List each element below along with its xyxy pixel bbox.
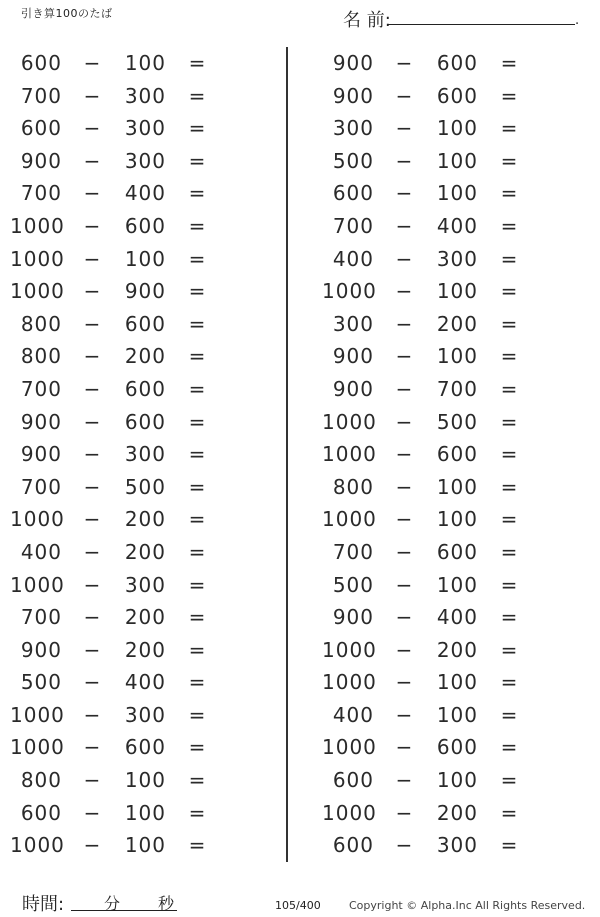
subtrahend: 100 bbox=[124, 800, 166, 825]
problem-row bbox=[0, 666, 280, 699]
equals-sign: = bbox=[500, 702, 518, 727]
problem-row bbox=[0, 373, 280, 406]
minus-sign: − bbox=[83, 539, 101, 564]
subtrahend: 100 bbox=[436, 572, 478, 597]
equals-sign: = bbox=[188, 311, 206, 336]
subtrahend: 700 bbox=[436, 376, 478, 401]
equals-sign: = bbox=[188, 213, 206, 238]
subtrahend: 600 bbox=[124, 409, 166, 434]
minus-sign: − bbox=[395, 539, 413, 564]
problem-row bbox=[312, 275, 592, 308]
equals-sign: = bbox=[188, 605, 206, 630]
subtrahend: 100 bbox=[436, 344, 478, 369]
equals-sign: = bbox=[500, 181, 518, 206]
problem-row bbox=[0, 699, 280, 732]
minuend: 1000 bbox=[322, 442, 377, 467]
minuend: 1000 bbox=[322, 637, 377, 662]
equals-sign: = bbox=[500, 637, 518, 662]
problem-row bbox=[312, 634, 592, 667]
problem-row bbox=[312, 308, 592, 341]
equals-sign: = bbox=[500, 605, 518, 630]
problem-row bbox=[0, 438, 280, 471]
subtrahend: 400 bbox=[436, 213, 478, 238]
subtrahend: 100 bbox=[124, 833, 166, 858]
problem-row bbox=[0, 340, 280, 373]
subtrahend: 100 bbox=[436, 474, 478, 499]
minuend: 1000 bbox=[10, 279, 65, 304]
problem-row bbox=[0, 503, 280, 536]
equals-sign: = bbox=[500, 507, 518, 532]
minuend: 600 bbox=[20, 116, 62, 141]
page-number: 105/400 bbox=[275, 899, 321, 912]
minuend: 500 bbox=[332, 572, 374, 597]
minuend: 500 bbox=[20, 670, 62, 695]
minuend: 1000 bbox=[322, 800, 377, 825]
minus-sign: − bbox=[83, 800, 101, 825]
problem-row bbox=[312, 145, 592, 178]
minuend: 1000 bbox=[10, 213, 65, 238]
equals-sign: = bbox=[188, 344, 206, 369]
problem-row bbox=[0, 536, 280, 569]
minuend: 1000 bbox=[322, 670, 377, 695]
minuend: 600 bbox=[332, 833, 374, 858]
problem-row bbox=[312, 666, 592, 699]
problem-row bbox=[312, 80, 592, 113]
subtrahend: 400 bbox=[124, 181, 166, 206]
minuend: 1000 bbox=[10, 246, 65, 271]
subtrahend: 600 bbox=[124, 376, 166, 401]
minus-sign: − bbox=[395, 311, 413, 336]
problem-row bbox=[312, 569, 592, 602]
subtrahend: 100 bbox=[436, 279, 478, 304]
right-problem-column bbox=[312, 47, 592, 862]
subtrahend: 200 bbox=[124, 539, 166, 564]
minus-sign: − bbox=[83, 605, 101, 630]
equals-sign: = bbox=[188, 442, 206, 467]
minuend: 800 bbox=[20, 768, 62, 793]
minus-sign: − bbox=[395, 474, 413, 499]
subtrahend: 200 bbox=[124, 344, 166, 369]
column-divider bbox=[286, 47, 288, 862]
equals-sign: = bbox=[500, 279, 518, 304]
subtrahend: 600 bbox=[124, 735, 166, 760]
minus-sign: − bbox=[83, 246, 101, 271]
minus-sign: − bbox=[395, 833, 413, 858]
subtrahend: 400 bbox=[436, 605, 478, 630]
equals-sign: = bbox=[500, 833, 518, 858]
minus-sign: − bbox=[83, 409, 101, 434]
equals-sign: = bbox=[188, 409, 206, 434]
equals-sign: = bbox=[188, 148, 206, 173]
equals-sign: = bbox=[500, 311, 518, 336]
equals-sign: = bbox=[500, 409, 518, 434]
minus-sign: − bbox=[395, 507, 413, 532]
time-label: 時間: bbox=[22, 894, 65, 915]
problem-row bbox=[312, 210, 592, 243]
problem-row bbox=[312, 406, 592, 439]
minutes-label: 分 bbox=[104, 894, 121, 913]
minus-sign: − bbox=[395, 572, 413, 597]
problem-row bbox=[0, 210, 280, 243]
minus-sign: − bbox=[395, 376, 413, 401]
minuend: 800 bbox=[332, 474, 374, 499]
minuend: 700 bbox=[332, 213, 374, 238]
problem-row bbox=[0, 797, 280, 830]
minuend: 1000 bbox=[10, 735, 65, 760]
minus-sign: − bbox=[83, 51, 101, 75]
minus-sign: − bbox=[83, 833, 101, 858]
minus-sign: − bbox=[395, 279, 413, 304]
subtrahend: 400 bbox=[124, 670, 166, 695]
minus-sign: − bbox=[83, 702, 101, 727]
minuend: 900 bbox=[332, 51, 374, 75]
equals-sign: = bbox=[188, 702, 206, 727]
subtrahend: 300 bbox=[436, 833, 478, 858]
subtrahend: 100 bbox=[436, 181, 478, 206]
equals-sign: = bbox=[500, 442, 518, 467]
equals-sign: = bbox=[500, 735, 518, 760]
minus-sign: − bbox=[395, 344, 413, 369]
equals-sign: = bbox=[188, 83, 206, 108]
name-end-mark: . bbox=[575, 13, 580, 28]
minus-sign: − bbox=[83, 311, 101, 336]
minus-sign: − bbox=[395, 768, 413, 793]
minuend: 600 bbox=[332, 181, 374, 206]
minus-sign: − bbox=[395, 148, 413, 173]
minus-sign: − bbox=[395, 246, 413, 271]
subtrahend: 600 bbox=[436, 51, 478, 75]
subtrahend: 300 bbox=[124, 116, 166, 141]
problem-row bbox=[312, 797, 592, 830]
problem-row bbox=[0, 601, 280, 634]
name-field-line bbox=[387, 24, 575, 25]
minuend: 900 bbox=[332, 605, 374, 630]
equals-sign: = bbox=[500, 768, 518, 793]
minus-sign: − bbox=[395, 116, 413, 141]
problem-row bbox=[0, 829, 280, 862]
problem-row bbox=[0, 145, 280, 178]
problem-row bbox=[0, 471, 280, 504]
minuend: 800 bbox=[20, 344, 62, 369]
minus-sign: − bbox=[83, 637, 101, 662]
subtrahend: 200 bbox=[124, 507, 166, 532]
subtrahend: 200 bbox=[436, 800, 478, 825]
minuend: 700 bbox=[20, 605, 62, 630]
minus-sign: − bbox=[83, 83, 101, 108]
problem-row bbox=[0, 243, 280, 276]
minuend: 600 bbox=[20, 800, 62, 825]
name-label: 名 前: bbox=[343, 10, 391, 31]
minuend: 500 bbox=[332, 148, 374, 173]
subtrahend: 600 bbox=[436, 83, 478, 108]
minus-sign: − bbox=[83, 116, 101, 141]
minuend: 1000 bbox=[322, 409, 377, 434]
minuend: 1000 bbox=[322, 279, 377, 304]
seconds-label: 秒 bbox=[158, 894, 175, 913]
minus-sign: − bbox=[83, 670, 101, 695]
equals-sign: = bbox=[188, 474, 206, 499]
subtrahend: 100 bbox=[436, 670, 478, 695]
minuend: 900 bbox=[20, 637, 62, 662]
minuend: 1000 bbox=[10, 833, 65, 858]
subtrahend: 100 bbox=[124, 51, 166, 75]
problem-row bbox=[0, 112, 280, 145]
minuend: 300 bbox=[332, 116, 374, 141]
minuend: 600 bbox=[332, 768, 374, 793]
problem-row bbox=[312, 601, 592, 634]
equals-sign: = bbox=[500, 670, 518, 695]
minus-sign: − bbox=[395, 213, 413, 238]
minuend: 1000 bbox=[10, 572, 65, 597]
equals-sign: = bbox=[188, 116, 206, 141]
worksheet-title: 引き算100のたば bbox=[21, 7, 113, 20]
problem-row bbox=[312, 243, 592, 276]
subtrahend: 200 bbox=[124, 637, 166, 662]
minus-sign: − bbox=[83, 768, 101, 793]
equals-sign: = bbox=[188, 670, 206, 695]
problem-row bbox=[0, 275, 280, 308]
subtrahend: 200 bbox=[436, 637, 478, 662]
minuend: 1000 bbox=[10, 507, 65, 532]
equals-sign: = bbox=[188, 800, 206, 825]
minuend: 700 bbox=[20, 83, 62, 108]
minuend: 900 bbox=[332, 376, 374, 401]
minus-sign: − bbox=[83, 474, 101, 499]
subtrahend: 300 bbox=[124, 442, 166, 467]
subtrahend: 300 bbox=[124, 83, 166, 108]
equals-sign: = bbox=[188, 572, 206, 597]
minus-sign: − bbox=[83, 572, 101, 597]
minuend: 400 bbox=[20, 539, 62, 564]
minuend: 900 bbox=[20, 409, 62, 434]
subtrahend: 500 bbox=[436, 409, 478, 434]
minus-sign: − bbox=[395, 442, 413, 467]
equals-sign: = bbox=[500, 800, 518, 825]
problem-row bbox=[312, 764, 592, 797]
problem-row bbox=[312, 829, 592, 862]
equals-sign: = bbox=[500, 83, 518, 108]
minus-sign: − bbox=[395, 800, 413, 825]
problem-row bbox=[312, 536, 592, 569]
minuend: 900 bbox=[332, 344, 374, 369]
problem-row bbox=[0, 634, 280, 667]
subtrahend: 100 bbox=[436, 702, 478, 727]
minuend: 900 bbox=[20, 442, 62, 467]
subtrahend: 300 bbox=[124, 702, 166, 727]
problem-row bbox=[312, 699, 592, 732]
problem-row bbox=[312, 471, 592, 504]
equals-sign: = bbox=[500, 213, 518, 238]
minus-sign: − bbox=[83, 181, 101, 206]
minus-sign: − bbox=[395, 181, 413, 206]
problem-row bbox=[312, 47, 592, 80]
minus-sign: − bbox=[83, 507, 101, 532]
subtrahend: 900 bbox=[124, 279, 166, 304]
minus-sign: − bbox=[83, 344, 101, 369]
subtrahend: 600 bbox=[124, 311, 166, 336]
problem-row bbox=[312, 438, 592, 471]
minus-sign: − bbox=[395, 670, 413, 695]
problem-row bbox=[0, 764, 280, 797]
equals-sign: = bbox=[188, 768, 206, 793]
minus-sign: − bbox=[83, 213, 101, 238]
problem-row bbox=[312, 112, 592, 145]
subtrahend: 500 bbox=[124, 474, 166, 499]
subtrahend: 100 bbox=[436, 507, 478, 532]
minuend: 900 bbox=[332, 83, 374, 108]
copyright-notice: Copyright © Alpha.Inc All Rights Reserved. bbox=[349, 899, 586, 912]
equals-sign: = bbox=[500, 376, 518, 401]
equals-sign: = bbox=[500, 539, 518, 564]
minus-sign: − bbox=[395, 735, 413, 760]
equals-sign: = bbox=[500, 51, 518, 75]
equals-sign: = bbox=[500, 246, 518, 271]
minus-sign: − bbox=[83, 148, 101, 173]
subtrahend: 300 bbox=[436, 246, 478, 271]
minuend: 800 bbox=[20, 311, 62, 336]
minuend: 1000 bbox=[322, 507, 377, 532]
problem-row bbox=[312, 177, 592, 210]
minuend: 700 bbox=[332, 539, 374, 564]
minuend: 300 bbox=[332, 311, 374, 336]
problem-row bbox=[312, 731, 592, 764]
equals-sign: = bbox=[500, 148, 518, 173]
equals-sign: = bbox=[500, 116, 518, 141]
minuend: 400 bbox=[332, 702, 374, 727]
problem-row bbox=[0, 177, 280, 210]
equals-sign: = bbox=[500, 572, 518, 597]
subtrahend: 100 bbox=[124, 246, 166, 271]
minuend: 600 bbox=[20, 51, 62, 75]
equals-sign: = bbox=[188, 246, 206, 271]
minuend: 700 bbox=[20, 376, 62, 401]
subtrahend: 600 bbox=[436, 539, 478, 564]
problem-row bbox=[312, 340, 592, 373]
minuend: 1000 bbox=[322, 735, 377, 760]
minuend: 1000 bbox=[10, 702, 65, 727]
equals-sign: = bbox=[188, 539, 206, 564]
problem-row bbox=[0, 406, 280, 439]
equals-sign: = bbox=[188, 507, 206, 532]
problem-row bbox=[0, 569, 280, 602]
subtrahend: 100 bbox=[436, 148, 478, 173]
minus-sign: − bbox=[395, 409, 413, 434]
problem-row bbox=[0, 731, 280, 764]
minus-sign: − bbox=[395, 605, 413, 630]
minus-sign: − bbox=[395, 637, 413, 662]
subtrahend: 600 bbox=[436, 442, 478, 467]
minus-sign: − bbox=[83, 279, 101, 304]
subtrahend: 200 bbox=[436, 311, 478, 336]
equals-sign: = bbox=[188, 637, 206, 662]
problem-row bbox=[0, 47, 280, 80]
equals-sign: = bbox=[188, 735, 206, 760]
minuend: 900 bbox=[20, 148, 62, 173]
equals-sign: = bbox=[188, 833, 206, 858]
subtrahend: 100 bbox=[436, 116, 478, 141]
equals-sign: = bbox=[188, 51, 206, 75]
subtrahend: 200 bbox=[124, 605, 166, 630]
subtrahend: 100 bbox=[436, 768, 478, 793]
minus-sign: − bbox=[395, 83, 413, 108]
problem-row bbox=[312, 373, 592, 406]
subtrahend: 300 bbox=[124, 572, 166, 597]
equals-sign: = bbox=[188, 376, 206, 401]
minuend: 700 bbox=[20, 181, 62, 206]
minuend: 400 bbox=[332, 246, 374, 271]
minus-sign: − bbox=[83, 376, 101, 401]
subtrahend: 600 bbox=[436, 735, 478, 760]
subtrahend: 100 bbox=[124, 768, 166, 793]
equals-sign: = bbox=[500, 474, 518, 499]
minus-sign: − bbox=[395, 702, 413, 727]
equals-sign: = bbox=[188, 181, 206, 206]
minuend: 700 bbox=[20, 474, 62, 499]
problem-row bbox=[0, 308, 280, 341]
left-problem-column bbox=[0, 47, 280, 862]
minus-sign: − bbox=[395, 51, 413, 75]
equals-sign: = bbox=[500, 344, 518, 369]
subtrahend: 600 bbox=[124, 213, 166, 238]
minus-sign: − bbox=[83, 442, 101, 467]
problem-row bbox=[0, 80, 280, 113]
problem-row bbox=[312, 503, 592, 536]
subtrahend: 300 bbox=[124, 148, 166, 173]
minus-sign: − bbox=[83, 735, 101, 760]
equals-sign: = bbox=[188, 279, 206, 304]
